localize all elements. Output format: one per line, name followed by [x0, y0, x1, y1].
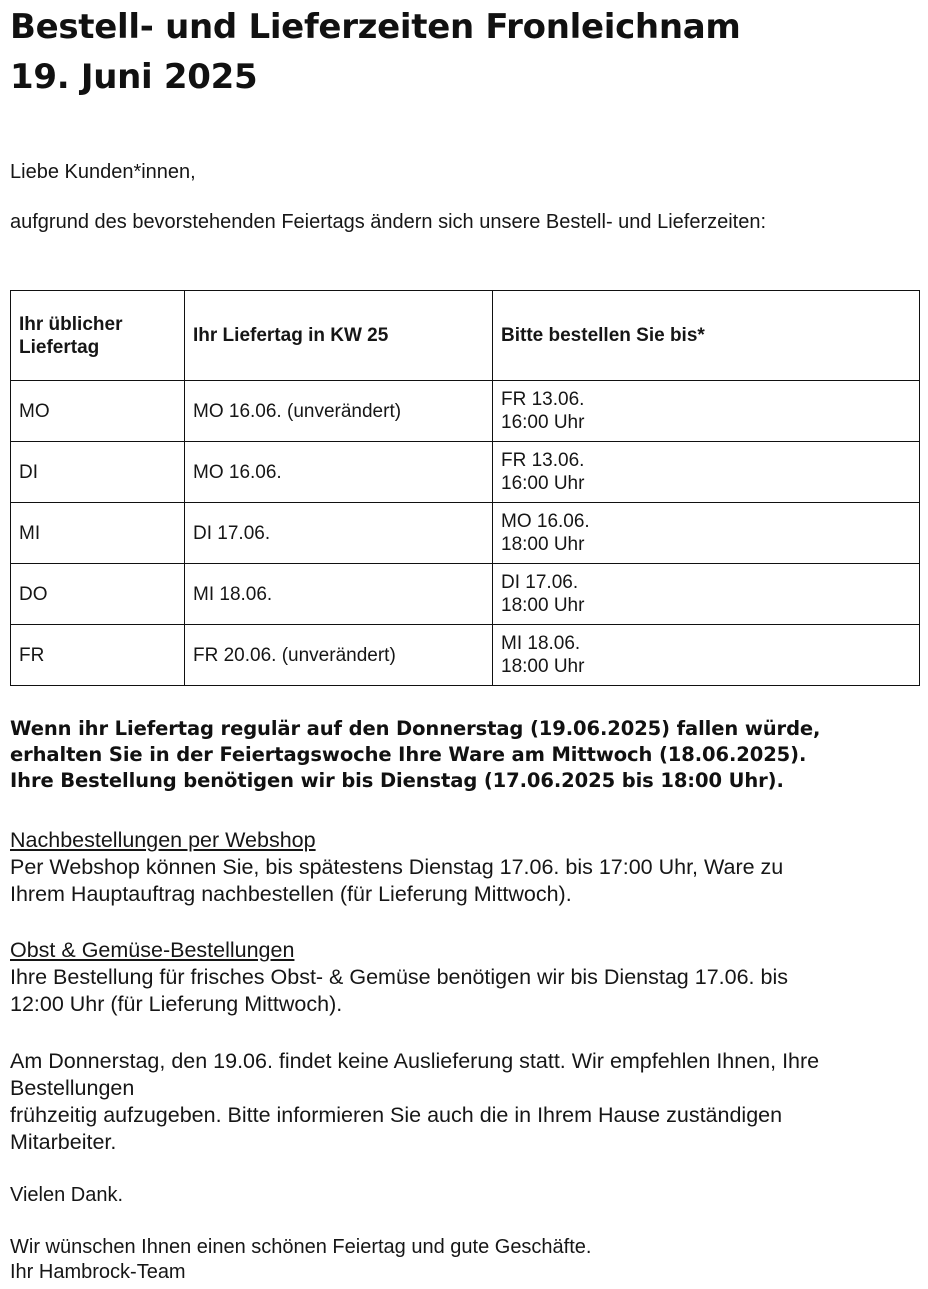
intro-text: aufgrund des bevorstehenden Feiertags ändern sich unsere Bestell- und Lieferzeiten: — [10, 211, 767, 233]
cell-usual-day: DO — [11, 564, 185, 625]
cell-order-deadline: DI 17.06. 18:00 Uhr — [493, 564, 920, 625]
table-row — [11, 564, 920, 625]
delivery-schedule-table — [10, 290, 920, 686]
cell-order-deadline: FR 13.06. 16:00 Uhr — [493, 442, 920, 503]
webshop-heading: Nachbestellungen per Webshop — [10, 828, 316, 852]
no-delivery-notice: Am Donnerstag, den 19.06. findet keine Auslieferung statt. Wir empfehlen Ihnen, Ihre Bestellungen frühzeitig aufzugeben. Bitte informieren Sie auch die in Ihrem Hause zuständigen Mitarbeiter. — [10, 1049, 820, 1154]
table-header-row — [11, 291, 920, 381]
thanks-text: Vielen Dank. — [10, 1184, 124, 1206]
table-row — [11, 381, 920, 442]
table-row — [11, 503, 920, 564]
greeting: Liebe Kunden*innen, — [10, 161, 196, 183]
cell-order-deadline: FR 13.06. 16:00 Uhr — [493, 381, 920, 442]
cell-order-deadline: MO 16.06. 18:00 Uhr — [493, 503, 920, 564]
cell-usual-day: DI — [11, 442, 185, 503]
title-line-1: Bestell- und Lieferzeiten Fronleichnam — [10, 7, 741, 47]
table-row — [11, 625, 920, 686]
header-order-deadline: Bitte bestellen Sie bis* — [493, 291, 920, 381]
page-title — [10, 2, 910, 102]
header-delivery-day: Ihr Liefertag in KW 25 — [185, 291, 493, 381]
header-usual-day: Ihr üblicher Liefertag — [11, 291, 185, 381]
signature: Ihr Hambrock-Team — [10, 1261, 186, 1283]
table-row — [11, 442, 920, 503]
webshop-section: Nachbestellungen per Webshop Per Webshop können Sie, bis spätestens Dienstag 17.06. bis 17:00 Uhr, Ware zu Ihrem Hauptauftrag nachbestellen (für Lieferung Mittwoch). — [10, 828, 784, 906]
produce-section: Obst & Gemüse-Bestellungen Ihre Bestellung für frisches Obst- & Gemüse benötigen wir bis Dienstag 17.06. bis 12:00 Uhr (für Lieferung Mittwoch). — [10, 938, 788, 1016]
cell-usual-day: MO — [11, 381, 185, 442]
cell-delivery-day: MO 16.06. (unverändert) — [185, 381, 493, 442]
cell-order-deadline: MI 18.06. 18:00 Uhr — [493, 625, 920, 686]
cell-delivery-day: FR 20.06. (unverändert) — [185, 625, 493, 686]
produce-heading: Obst & Gemüse-Bestellungen — [10, 938, 295, 962]
cell-delivery-day: DI 17.06. — [185, 503, 493, 564]
cell-usual-day: MI — [11, 503, 185, 564]
cell-usual-day: FR — [11, 625, 185, 686]
title-date: 19. Juni 2025 — [10, 57, 258, 97]
closing: Wir wünschen Ihnen einen schönen Feiertag und gute Geschäfte. Ihr Hambrock-Team — [10, 1236, 592, 1283]
cell-delivery-day: MO 16.06. — [185, 442, 493, 503]
cell-delivery-day: MI 18.06. — [185, 564, 493, 625]
thursday-notice: Wenn ihr Liefertag regulär auf den Donnerstag (19.06.2025) fallen würde, erhalten Sie in der Feiertagswoche Ihre Ware am Mittwoch (18.06.2025). Ihre Bestellung benötigen wir bis Dienstag (17.06.2025 bis 18:00 Uhr). — [10, 717, 821, 792]
